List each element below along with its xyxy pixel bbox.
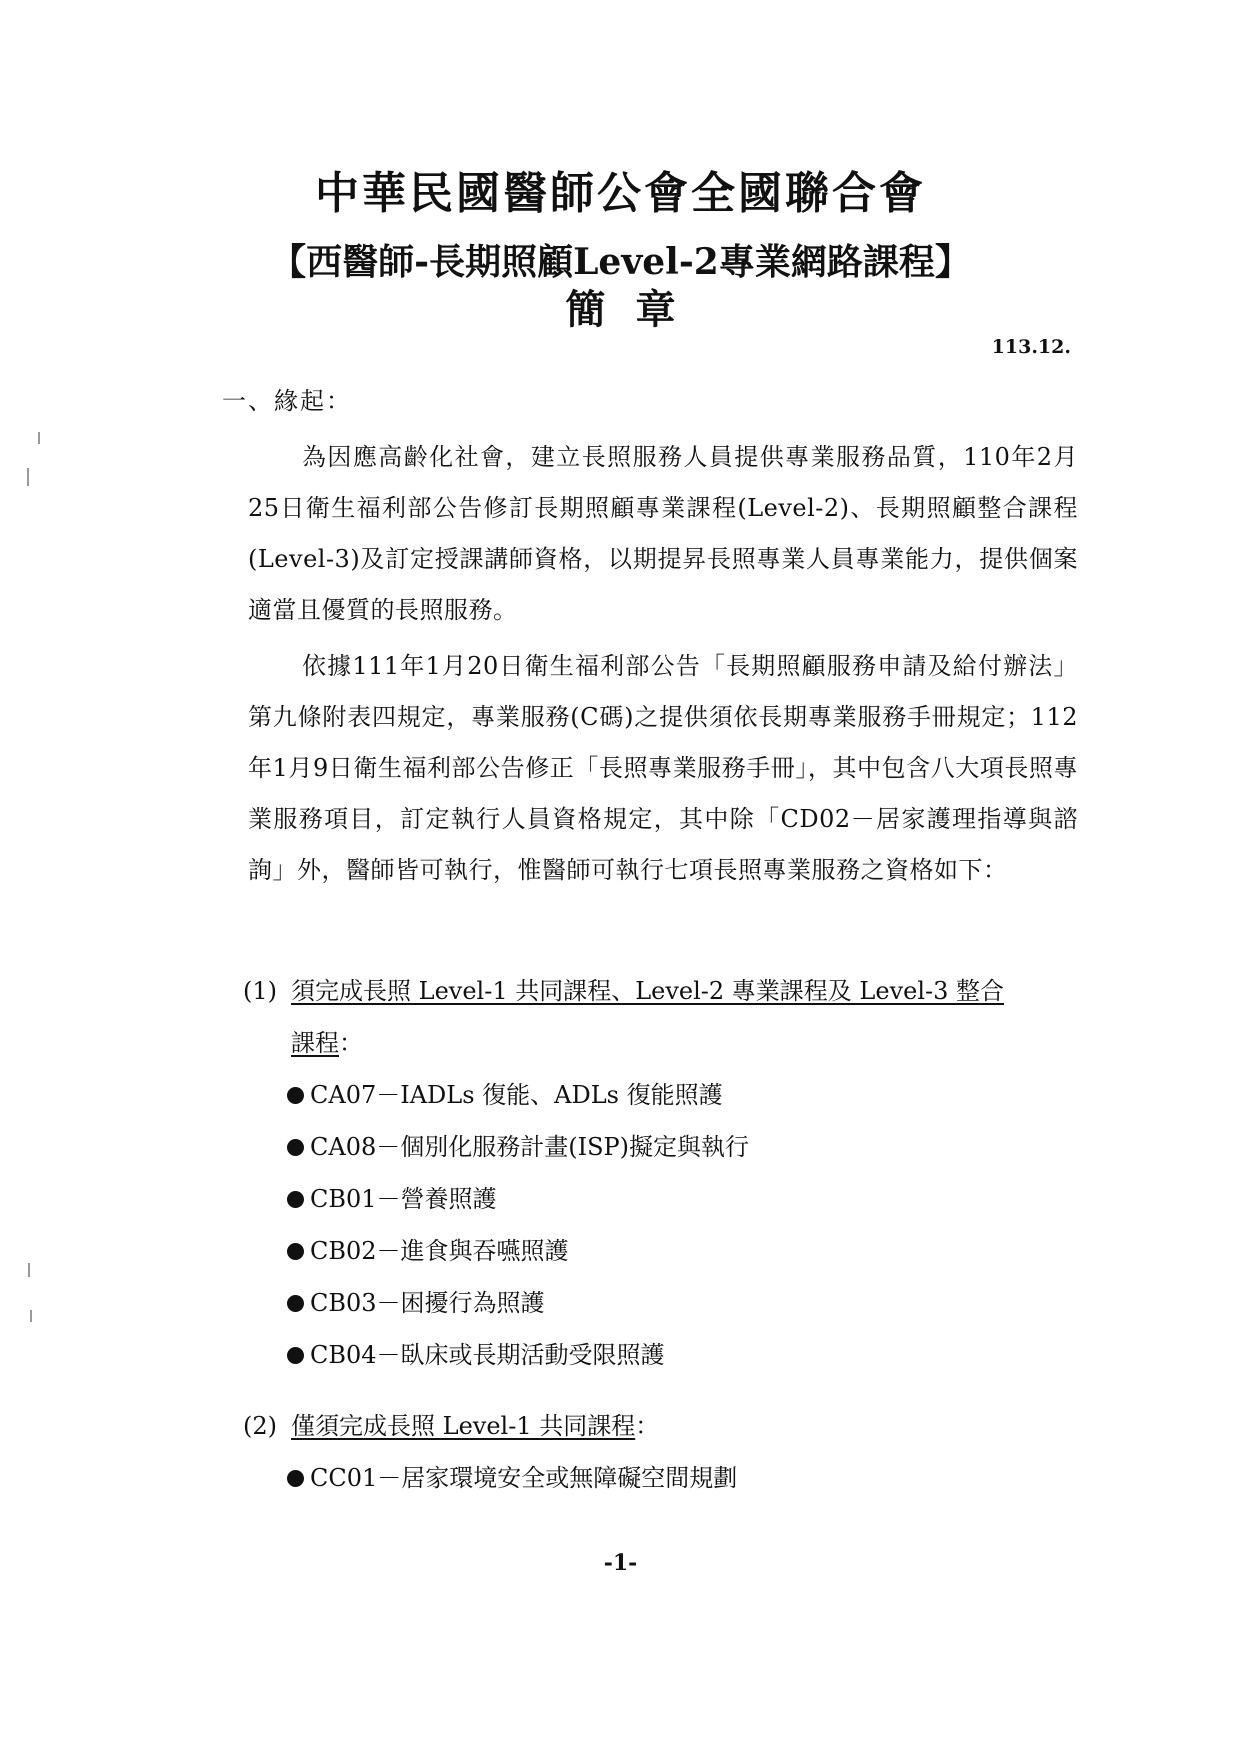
service-item-text: CB03－困擾行為照護 — [310, 1289, 545, 1317]
list-item — [287, 1225, 749, 1277]
bullet-icon — [287, 1470, 304, 1487]
condition-2-heading — [243, 1400, 1079, 1452]
list-item — [287, 1329, 749, 1381]
condition-2-requirement: 僅須完成長照 Level-1 共同課程 — [291, 1412, 636, 1440]
course-title: 【西醫師-長期照顧Level-2專業網路課程】 — [270, 241, 971, 283]
list-item — [287, 1173, 749, 1225]
organization-title: 中華民國醫師公會全國聯合會 — [315, 168, 926, 219]
condition-1-heading — [243, 965, 1079, 1017]
condition-1-service-list — [287, 1069, 749, 1381]
condition-1-colon: ： — [339, 1029, 363, 1057]
scan-speck — [38, 432, 40, 444]
page-number: -1- — [603, 1550, 638, 1576]
scan-speck — [27, 468, 29, 486]
service-item-text: CB04－臥床或長期活動受限照護 — [310, 1341, 665, 1369]
scan-speck — [28, 1263, 30, 1277]
service-item-text: CA07－IADLs 復能、ADLs 復能照護 — [310, 1081, 723, 1109]
list-item — [287, 1069, 749, 1121]
paragraph-regulation: 依據111年1月20日衛生福利部公告「長期照顧服務申請及給付辦法」第九條附表四規定，專業服務(C碼)之提供須依長期專業服務手冊規定；112年1月9日衛生福利部公告修正「長照專業服務手冊」，其中包含八大項長照專業服務項目，訂定執行人員資格規定，其中除「CD02－居家護理指導與諮詢」外，醫師皆可執行，惟醫師可執行七項長照專業服務之資格如下： — [248, 652, 1078, 884]
scan-speck — [30, 1310, 32, 1322]
condition-number: (2) — [243, 1412, 277, 1440]
condition-1-requirement: 須完成長照 Level-1 共同課程、Level-2 專業課程及 Level-3 整合 — [291, 977, 1005, 1005]
bullet-icon — [287, 1087, 304, 1104]
list-item — [287, 1121, 749, 1173]
bullet-icon — [287, 1139, 304, 1156]
condition-number: (1) — [243, 977, 277, 1005]
list-item — [287, 1277, 749, 1329]
list-item — [287, 1452, 737, 1504]
document-date: 113.12. — [991, 336, 1071, 358]
paragraph-background: 為因應高齡化社會，建立長照服務人員提供專業服務品質，110年2月25日衛生福利部公告修訂長期照顧專業課程(Level-2)、長期照顧整合課程(Level-3)及訂定授課講師資格，以期提昇長照專業人員專業能力，提供個案適當且優質的長照服務。 — [248, 443, 1078, 624]
bullet-icon — [287, 1347, 304, 1364]
section-heading-origin: 一、緣起： — [222, 387, 352, 415]
bullet-icon — [287, 1191, 304, 1208]
service-item-text: CA08－個別化服務計畫(ISP)擬定與執行 — [310, 1133, 750, 1161]
condition-1-requirement-cont: 課程 — [291, 1029, 339, 1057]
bullet-icon — [287, 1243, 304, 1260]
service-item-text: CC01－居家環境安全或無障礙空間規劃 — [310, 1464, 738, 1492]
document-type-title: 簡章 — [565, 286, 706, 333]
condition-1-heading-cont — [291, 1017, 363, 1069]
condition-2-colon: ： — [635, 1412, 660, 1440]
bullet-icon — [287, 1295, 304, 1312]
service-item-text: CB02－進食與吞嚥照護 — [310, 1237, 569, 1265]
service-item-text: CB01－營養照護 — [310, 1185, 497, 1213]
condition-2-service-list — [287, 1452, 737, 1504]
